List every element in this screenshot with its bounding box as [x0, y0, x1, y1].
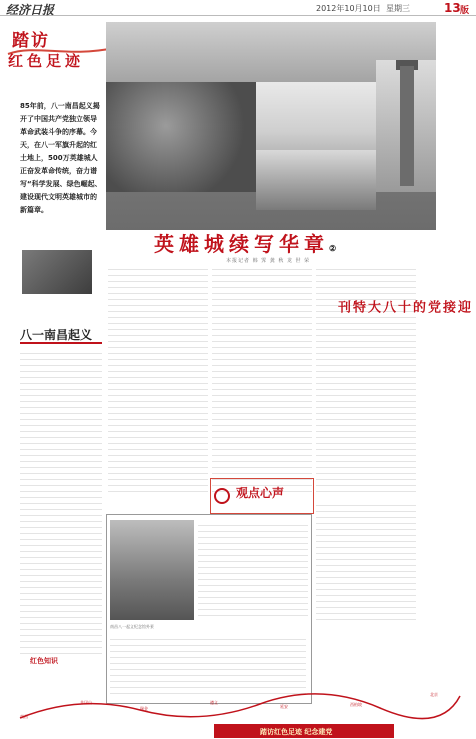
viewpoint-label: 观点心声 [236, 486, 285, 500]
article-column-4 [316, 264, 416, 496]
brand-line-1: 踏访 [12, 31, 50, 51]
photo-memorial-hall [106, 82, 256, 192]
red-knowledge-logo: 红色知识 [30, 656, 58, 665]
headline-text: 英雄城续写华章 [154, 232, 329, 256]
route-stop: 西柏坡 [350, 702, 362, 707]
memorial-hall-exterior-photo [110, 520, 194, 620]
side-title-char: 刊 [335, 300, 350, 313]
box-article-text-2 [110, 634, 306, 694]
box-photo-caption: 南昌八一起义纪念馆外景 [110, 624, 154, 629]
footer-text: 踏访红色足迹 纪念建党 [260, 728, 333, 736]
text-line [316, 486, 416, 492]
article-column-5 [316, 500, 416, 620]
photo-uprising-monument [376, 60, 436, 192]
issue-weekday: 星期三 [386, 4, 410, 13]
side-title-char: 大 [365, 300, 380, 313]
byline: 本报记者 韩 霁 龚 秋 龙 世 荣 [226, 258, 311, 264]
uprising-painting-photo [22, 250, 92, 294]
side-title-char: 特 [350, 300, 365, 313]
side-title-char: 的 [410, 300, 425, 313]
text-line [198, 610, 308, 616]
signal-icon [214, 488, 230, 504]
text-line [20, 648, 102, 654]
side-title-char: 十 [395, 300, 410, 313]
route-stop: 瑞金 [140, 706, 148, 711]
headline [154, 228, 336, 257]
page-edition-label: 版 [460, 6, 470, 16]
text-line [316, 614, 416, 620]
article-column-2 [108, 264, 208, 496]
route-stop: 北京 [430, 692, 438, 697]
side-title-char: 接 [440, 300, 455, 313]
side-title-char: 党 [425, 300, 440, 313]
intro-text: 85年前，八一南昌起义揭开了中国共产党独立领导革命武装斗争的序幕。今天，在八一军旗升起的红土地上，500万英雄城人正奋发革命传统，奋力谱写“科学发展、绿色崛起、建设现代文明英雄城市的新篇章。 [20, 102, 102, 214]
masthead [0, 0, 476, 16]
red-route-map [0, 686, 476, 726]
photo-square-crowd [256, 150, 376, 210]
brand-line-2: 红色足迹 [8, 52, 85, 70]
side-title-char: 迎 [455, 300, 470, 313]
side-title-char: 八 [380, 300, 395, 313]
newspaper-logo: 经济日报 [6, 3, 55, 17]
section-title: 八一南昌起义 [20, 328, 93, 342]
issue-date: 2012年10月10日 [316, 4, 381, 13]
route-stop: 遵义 [210, 700, 218, 705]
route-path-icon [0, 686, 476, 726]
section-divider [20, 342, 102, 344]
page-number: 13 [444, 1, 461, 15]
route-stop: 延安 [280, 704, 288, 709]
text-line [108, 486, 208, 492]
headline-mark: ② [329, 243, 337, 253]
article-column-3 [212, 264, 312, 496]
side-special-title [335, 300, 470, 313]
monument-column [400, 66, 414, 186]
article-column-1 [20, 348, 102, 654]
route-stop: 井冈山 [80, 700, 92, 705]
route-stop: 南昌 [20, 714, 28, 719]
box-article-text [198, 520, 308, 620]
